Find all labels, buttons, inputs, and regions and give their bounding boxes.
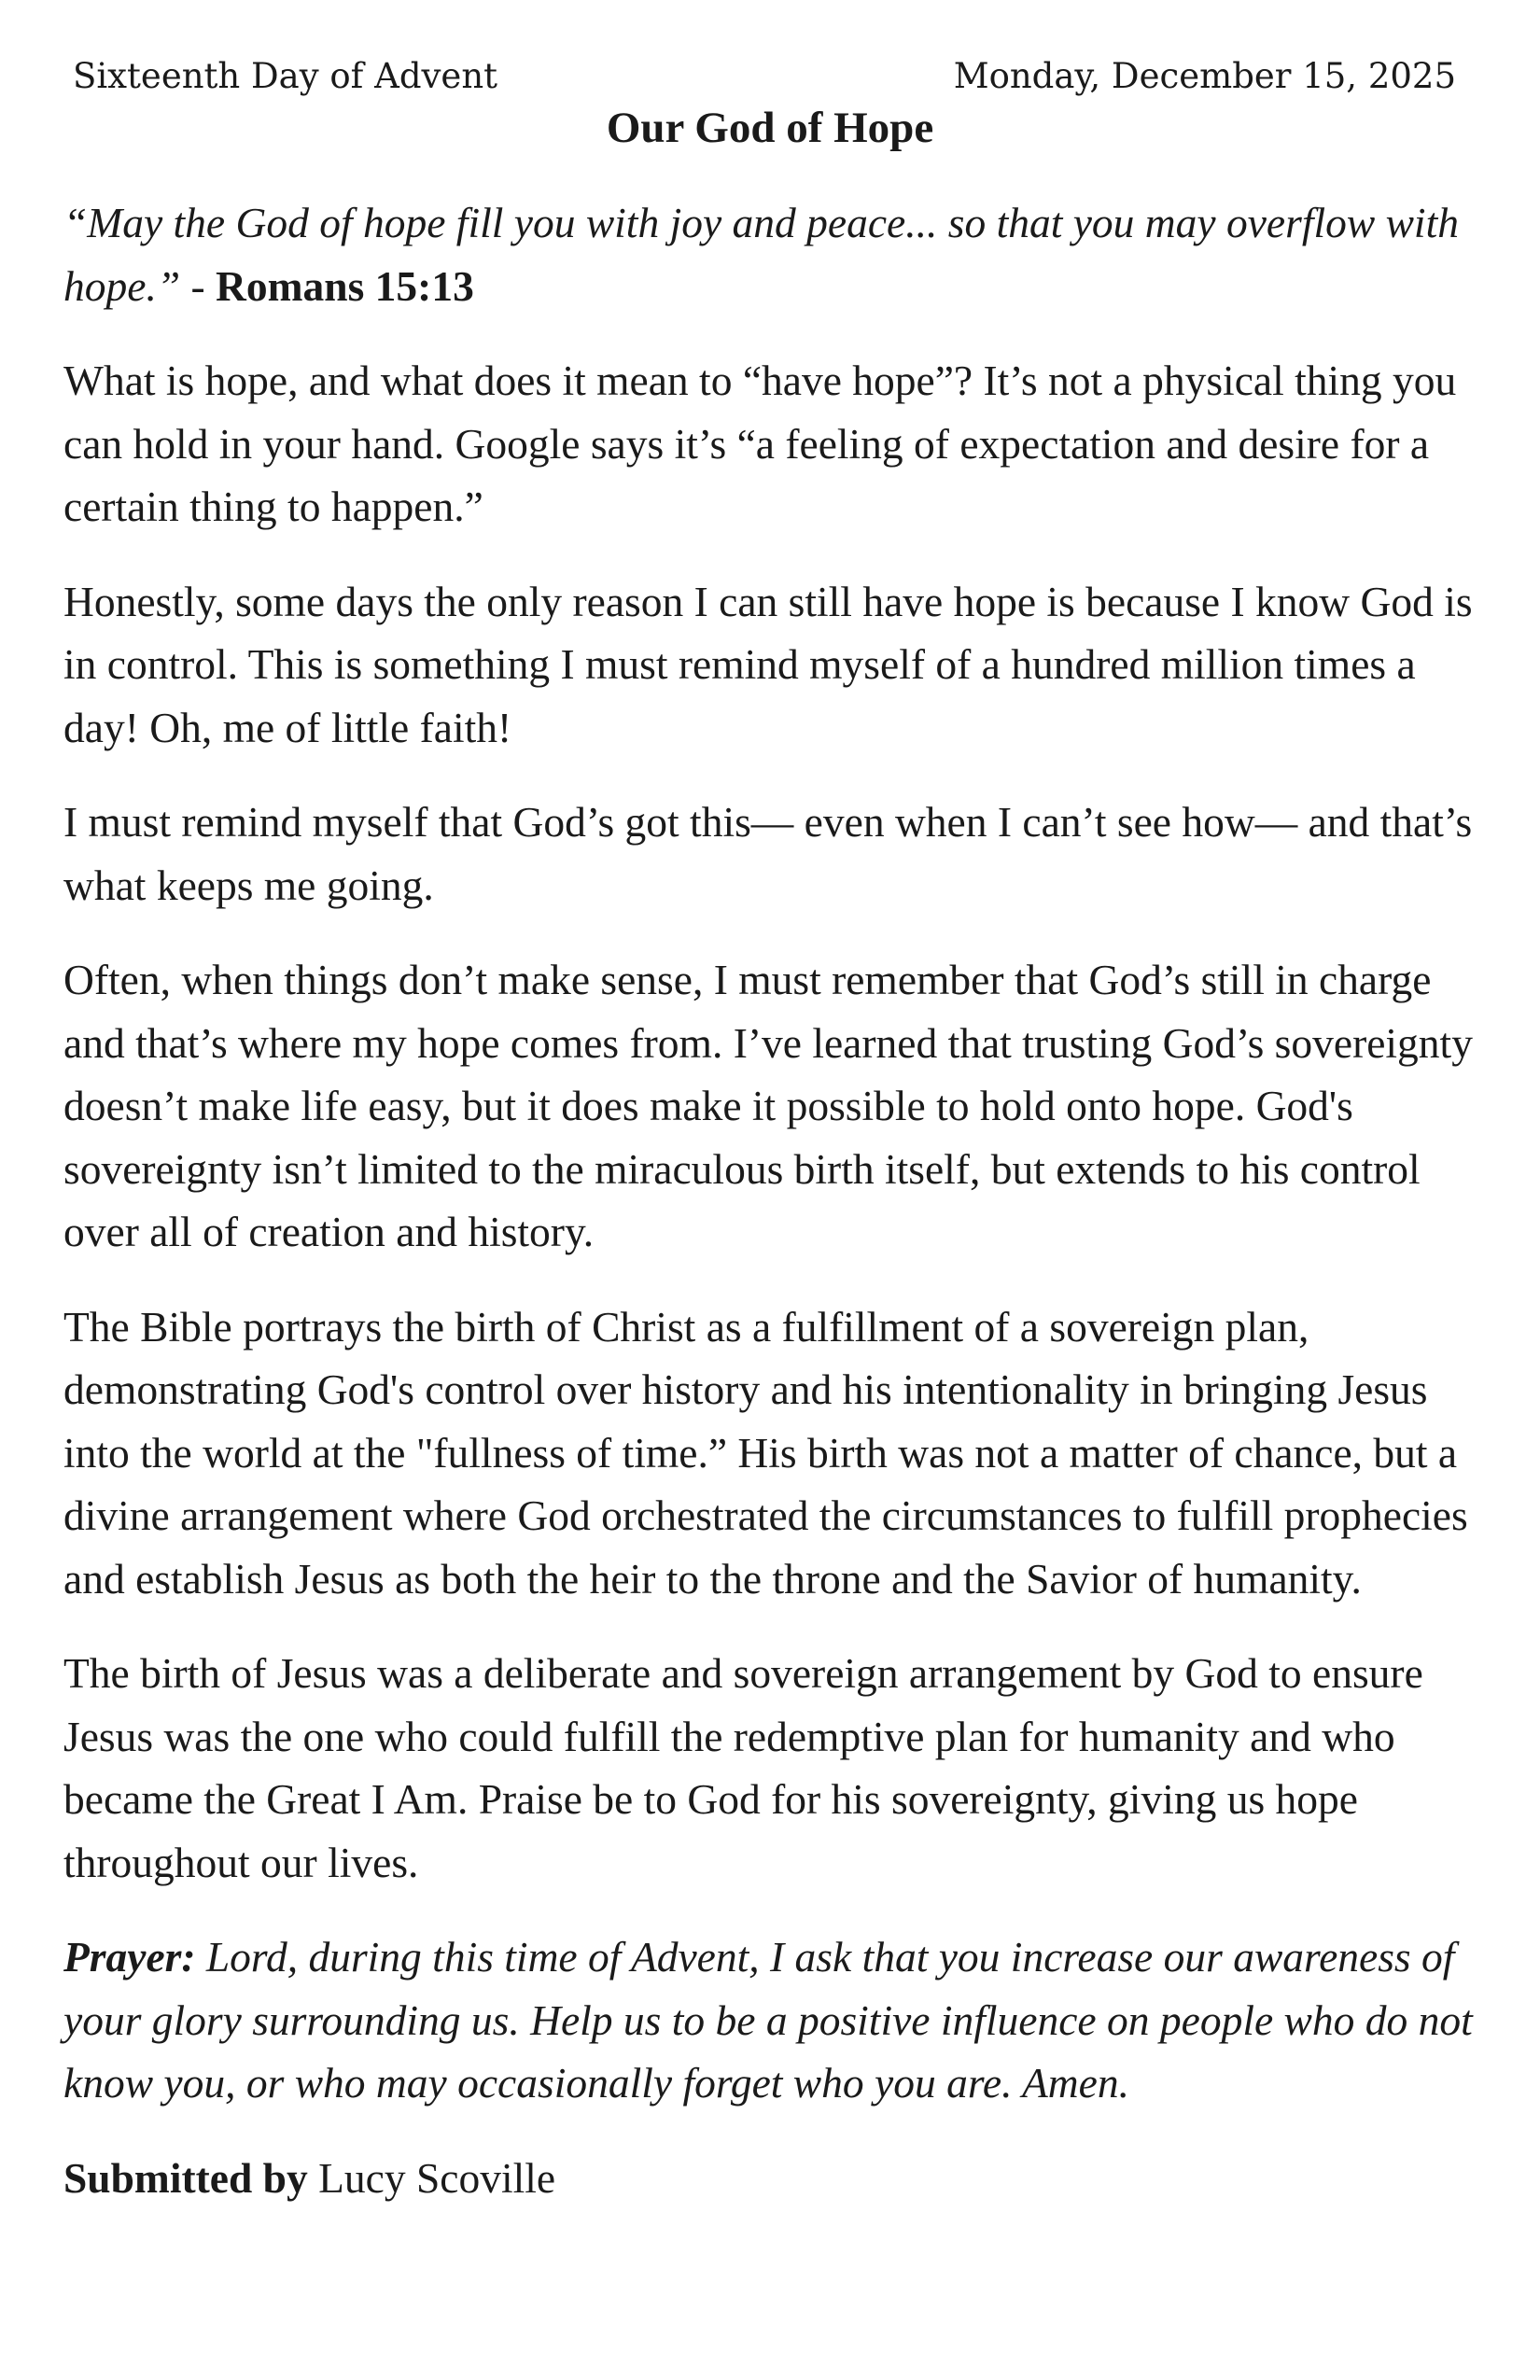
page-title: Our God of Hope [606, 104, 934, 152]
devotional-body [63, 191, 1491, 2241]
advent-day-label: Sixteenth Day of Advent [73, 56, 498, 96]
author-name: Lucy Scoville [307, 2153, 556, 2202]
submitted-label: Submitted by [63, 2153, 308, 2202]
body-paragraph: What is hope, and what does it mean to “have hope”? It’s not a physical thing you can hold in your hand. Google says it’s “a feeling of expectation and desire for a certain thing to happen.” [63, 357, 1457, 530]
submitted-by [63, 2147, 1491, 2210]
body-paragraph: I must remind myself that God’s got this— even when I can’t see how— and that’s what keeps me going. [63, 798, 1473, 909]
prayer-label: Prayer: [63, 1933, 196, 1981]
date-label: Monday, December 15, 2025 [953, 56, 1456, 96]
body-paragraph: Honestly, some days the only reason I can still have hope is because I know God is in control. This is something I must remind myself of a hundred million times a day! Oh, me of little faith! [63, 577, 1473, 751]
body-paragraph: The birth of Jesus was a deliberate and sovereign arrangement by God to ensure Jesus was the one who could fulfill the redemptive plan for humanity and who became the Great I Am. Praise be to God for his sovereignty, giving us hope throughout our lives. [63, 1649, 1423, 1886]
body-paragraph: Often, when things don’t make sense, I must remember that God’s still in charge and that’s where my hope comes from. I’ve learned that trusting God’s sovereignty doesn’t make life easy, but it does make it possible to hold onto hope. God's sovereignty isn’t limited to the miraculous birth itself, but extends to his control over all of creation and history. [63, 956, 1473, 1255]
scripture-quote [63, 191, 1491, 317]
prayer-text: Lord, during this time of Advent, I ask that you increase our awareness of your glory surrounding us. Help us to be a positive influence on people who do not know you, or who may occasionally forget who you are. Amen. [63, 1933, 1473, 2107]
body-paragraph: The Bible portrays the birth of Christ as a fulfillment of a sovereign plan, demonstrating God's control over history and his intentionality in bringing Jesus into the world at the "fullness of time.” His birth was not a matter of chance, but a divine arrangement where God orchestrated the circumstances to fulfill prophecies and establish Jesus as both the heir to the throne and the Savior of humanity. [63, 1302, 1468, 1603]
scripture-reference: Romans 15:13 [216, 261, 474, 310]
scripture-text: “May the God of hope fill you with joy and peace... so that you may overflow with hope.” [63, 199, 1459, 310]
scripture-separator: - [180, 261, 217, 310]
prayer-paragraph [63, 1925, 1491, 2115]
